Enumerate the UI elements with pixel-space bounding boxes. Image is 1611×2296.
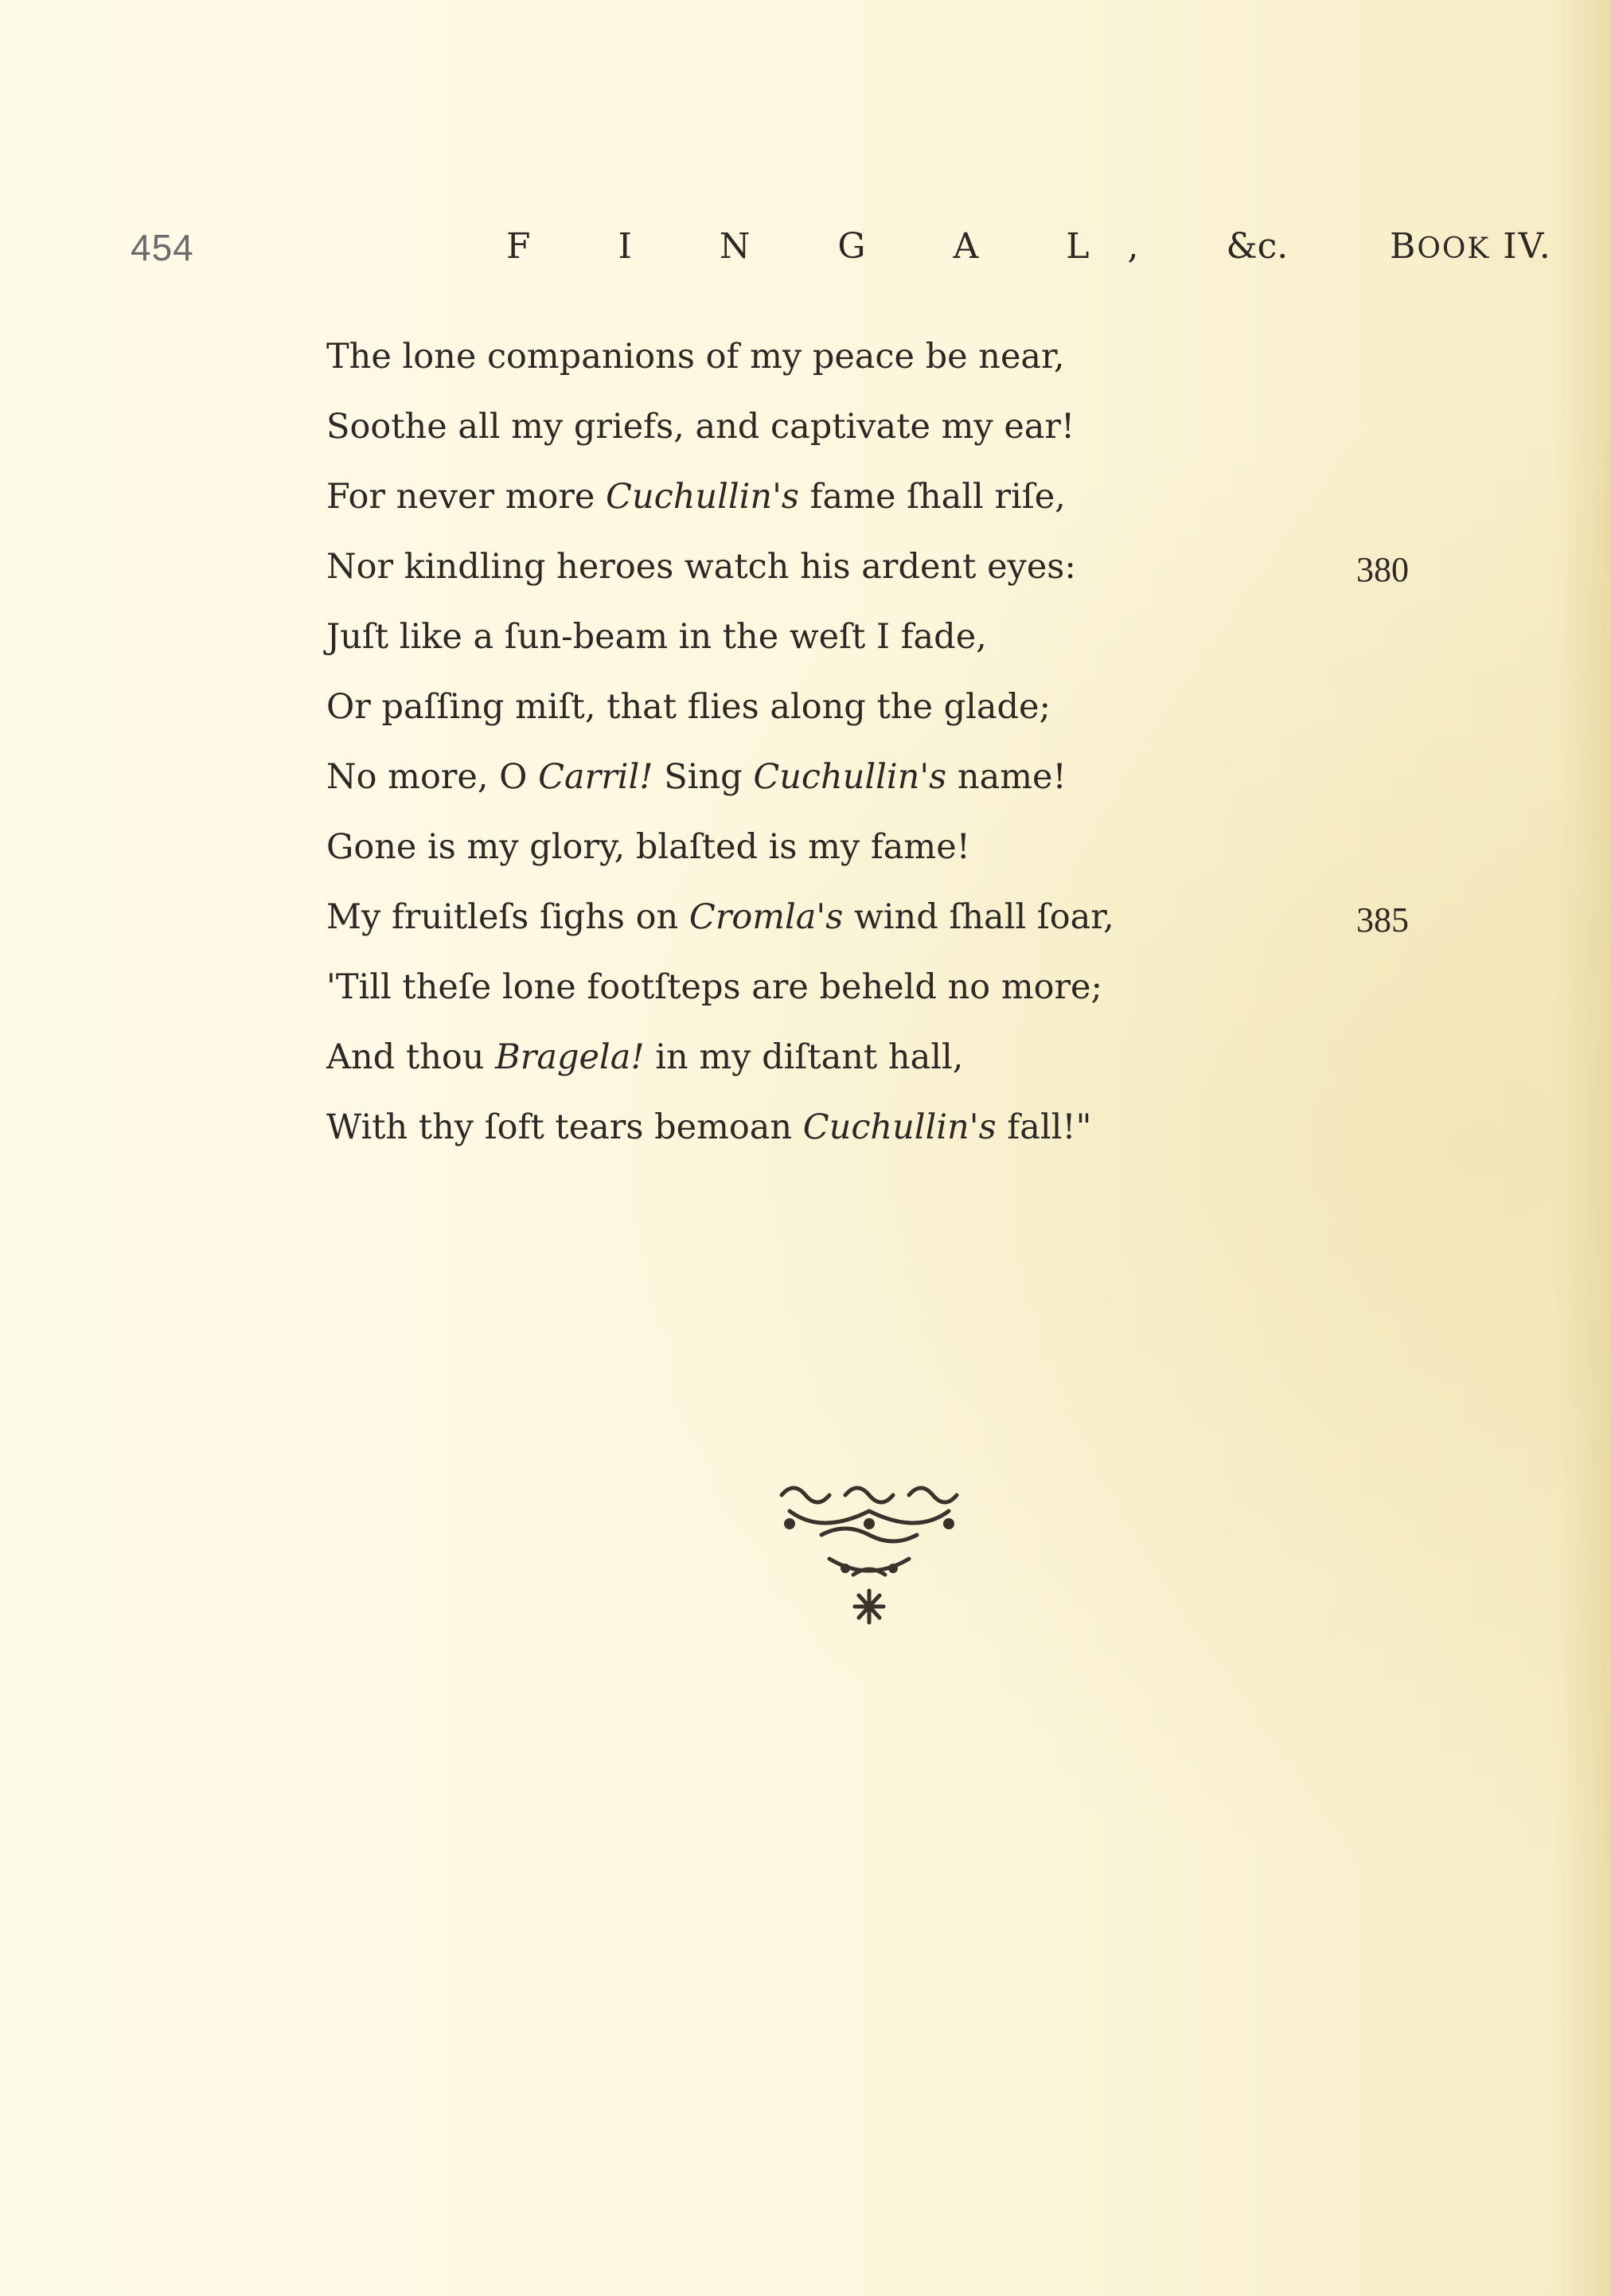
line-number-385: 385: [1356, 900, 1409, 939]
verse-italic: Cromla's: [688, 897, 844, 937]
verse-line: [326, 952, 1488, 1022]
running-title: [506, 226, 1288, 267]
verse-line: [326, 812, 1488, 882]
line-number-380: 380: [1356, 550, 1409, 589]
verse-text: With thy ſoft tears bemoan: [326, 1107, 803, 1147]
verse-text: Nor kindling heroes watch his ardent eyes:: [326, 547, 1076, 587]
verse-line: [326, 602, 1488, 672]
verse-line: [326, 882, 1488, 952]
running-title-text: F I N G A L,: [506, 226, 1177, 267]
verse-line: [326, 1022, 1488, 1092]
page-edge-shadow: [1555, 0, 1611, 2296]
verse-text: Gone is my glory, blaſted is my fame!: [326, 827, 970, 867]
book-number: IV.: [1503, 226, 1552, 267]
verse-text: wind ſhall ſoar,: [843, 897, 1114, 937]
verse-text: name!: [946, 757, 1067, 797]
verse-text: fall!": [996, 1107, 1092, 1147]
verse-text: in my diſtant hall,: [644, 1037, 964, 1077]
verse-text: Sing: [653, 757, 754, 797]
verse-italic: Cuchullin's: [753, 757, 947, 797]
verse-italic: Cuchullin's: [606, 477, 799, 517]
verse-text: Soothe all my griefs, and captivate my ear!: [326, 407, 1075, 447]
page-number: 454: [131, 227, 194, 268]
printers-ornament-icon: [766, 1471, 973, 1630]
book-label-initial: B: [1390, 226, 1418, 267]
verse-line: [326, 322, 1488, 392]
verse-text: No more, O: [326, 757, 539, 797]
verse-line: [326, 462, 1488, 532]
verse-text: Juſt like a ſun-beam in the weſt I fade,: [326, 617, 987, 657]
verse-text: 'Till theſe lone footſteps are beheld no more;: [326, 967, 1102, 1007]
verse-italic: Bragela!: [495, 1037, 645, 1077]
poem-text: [326, 322, 1488, 1162]
verse-line: [326, 672, 1488, 742]
verse-italic: Cuchullin's: [802, 1107, 997, 1147]
book-label: [1390, 226, 1552, 267]
verse-text: My fruitleſs ſighs on: [326, 897, 689, 937]
verse-text: The lone companions of my peace be near,: [326, 337, 1065, 377]
verse-text: And thou: [326, 1037, 496, 1077]
verse-line: [326, 392, 1488, 462]
running-header: [0, 226, 1611, 282]
verse-text: For never more: [326, 477, 607, 517]
running-title-etc: &c.: [1226, 226, 1289, 267]
verse-line: [326, 1092, 1488, 1162]
verse-text: fame ſhall riſe,: [798, 477, 1066, 517]
verse-text: Or paſſing miſt, that flies along the glade;: [326, 687, 1051, 727]
verse-line: [326, 742, 1488, 812]
verse-italic: Carril!: [538, 757, 653, 797]
book-label-smallcaps: OOK: [1417, 232, 1491, 265]
verse-line: [326, 532, 1488, 602]
